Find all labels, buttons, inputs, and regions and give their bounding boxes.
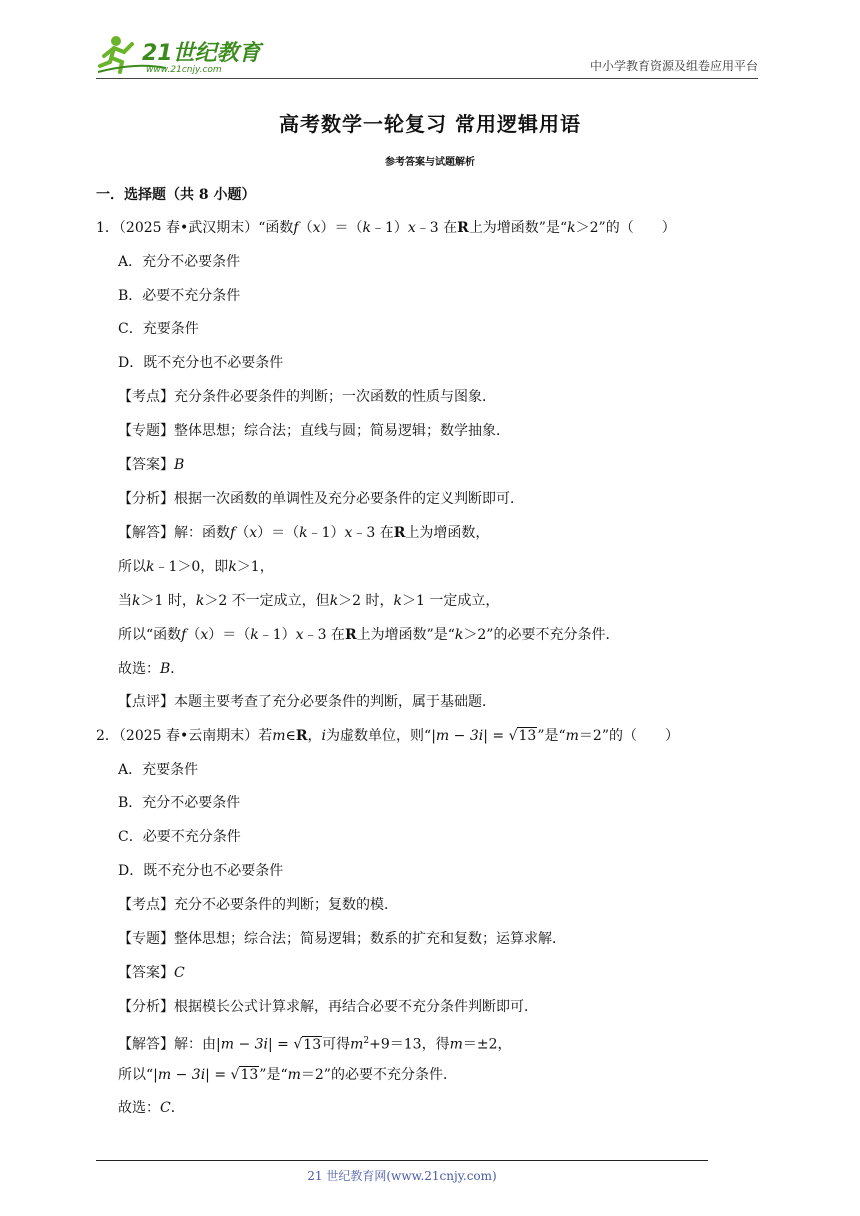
footer-link[interactable]: 21 世纪教育网(www.21cnjy.com)	[307, 1169, 497, 1183]
q1-choice: 故选：B．	[118, 661, 185, 677]
q1-solution-line-2: 所以k﹣1＞0，即k＞1，	[118, 559, 274, 575]
q2-option-b: B．充分不必要条件	[118, 795, 241, 811]
q1-analysis: 【分析】根据一次函数的单调性及充分必要条件的定义判断即可．	[118, 491, 524, 507]
page-header	[96, 32, 758, 79]
q1-solution-line-1: 【解答】解：函数f（x）＝（k﹣1）x﹣3 在R上为增函数，	[118, 525, 490, 541]
q2-option-d: D．既不充分也不必要条件	[118, 863, 284, 879]
q2-zhuanti: 【专题】整体思想；综合法；简易逻辑；数系的扩充和复数；运算求解．	[118, 931, 566, 947]
q2-solution-line-1: 【解答】解：由|m − 3i| = √13可得$m^2+9=13$，得m＝±2，	[118, 1036, 512, 1053]
page-title: 高考数学一轮复习 常用逻辑用语	[279, 112, 581, 136]
q1-option-c: C．充要条件	[118, 321, 199, 337]
footer-divider	[96, 1160, 708, 1161]
q2-option-c: C．必要不充分条件	[118, 829, 241, 845]
section-heading: 一．选择题（共 8 小题）	[96, 187, 256, 203]
svg-text:www.21cnjy.com: www.21cnjy.com	[146, 65, 222, 75]
svg-text:21世纪教育: 21世纪教育	[142, 41, 261, 66]
q1-zhuanti: 【专题】整体思想；综合法；直线与圆；简易逻辑；数学抽象．	[118, 423, 510, 439]
q1-solution-line-3: 当k＞1 时，k＞2 不一定成立，但k＞2 时，k＞1 一定成立，	[118, 593, 500, 609]
q2-analysis: 【分析】根据模长公式计算求解，再结合必要不充分条件判断即可．	[118, 999, 538, 1015]
q2-solution-line-2: 所以“|m − 3i| = √13”是“m＝2”的必要不充分条件．	[118, 1067, 457, 1083]
q2-choice: 故选：C．	[118, 1100, 185, 1116]
question-1-stem: 1．（2025 春•武汉期末）“函数f（x）＝（k﹣1）x﹣3 在R上为增函数”是“k＞2”的（ ）	[96, 220, 676, 236]
q2-option-a: A．充要条件	[118, 762, 199, 778]
q1-solution-line-4: 所以“函数f（x）＝（k﹣1）x﹣3 在R上为增函数”是“k＞2”的必要不充分条件．	[118, 627, 620, 643]
q1-option-a: A．充分不必要条件	[118, 254, 241, 270]
page-subtitle: 参考答案与试题解析	[385, 157, 475, 168]
platform-name: 中小学教育资源及组卷应用平台	[589, 59, 758, 73]
q2-answer: 【答案】C	[118, 965, 185, 981]
q1-kaodian: 【考点】充分条件必要条件的判断；一次函数的性质与图象．	[118, 389, 496, 405]
q2-kaodian: 【考点】充分不必要条件的判断；复数的模．	[118, 897, 398, 913]
site-logo[interactable]	[96, 32, 266, 76]
runner-logo-icon	[96, 32, 266, 76]
q1-answer: 【答案】B	[118, 457, 185, 473]
question-2-stem: 2．（2025 春•云南期末）若m∈R，i为虚数单位，则“|m − 3i| = √13”是“m＝2”的（ ）	[96, 728, 679, 744]
q1-comment: 【点评】本题主要考查了充分必要条件的判断，属于基础题．	[118, 694, 496, 710]
q1-option-d: D．既不充分也不必要条件	[118, 355, 284, 371]
q1-option-b: B．必要不充分条件	[118, 288, 241, 304]
